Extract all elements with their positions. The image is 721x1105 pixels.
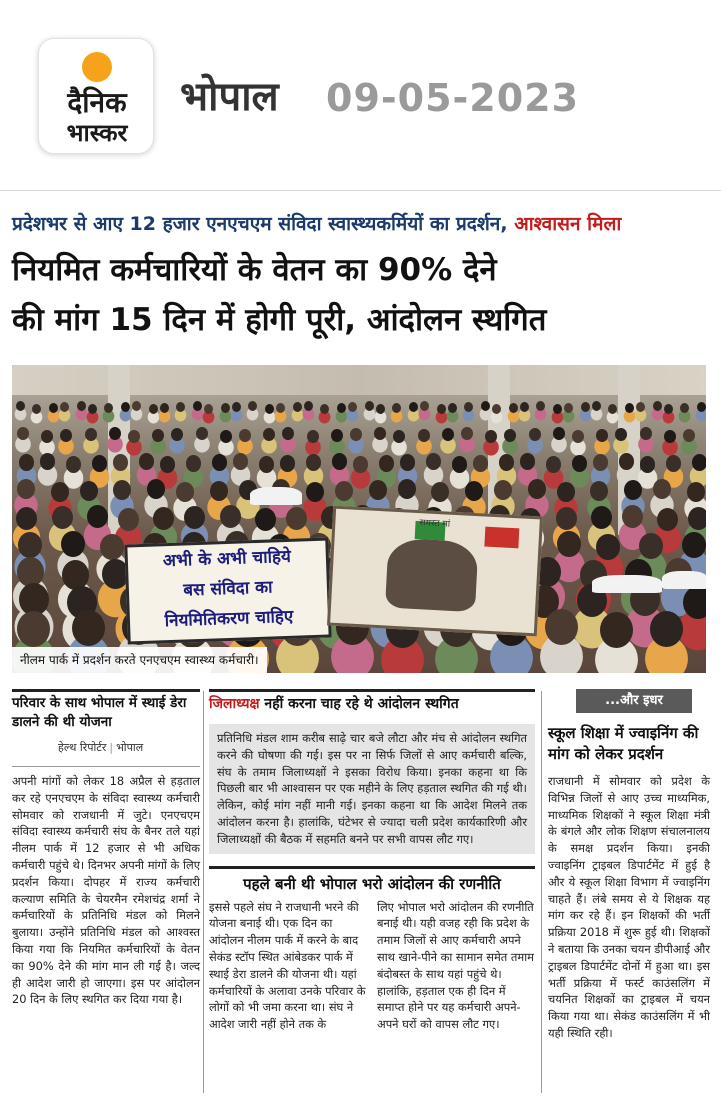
raised-fists-drawing	[385, 538, 479, 613]
crowd-person	[259, 456, 274, 473]
app-header	[0, 0, 721, 190]
crowd-person	[61, 531, 85, 557]
crowd-person	[636, 402, 645, 412]
headline-line1: नियमित कर्मचारियों के वेतन का 90% देने	[12, 252, 497, 288]
crowd-person	[176, 402, 185, 412]
crowd-person	[379, 455, 394, 472]
crowd-person	[186, 455, 201, 472]
right-subheadline: स्कूल शिक्षा में ज्वाइनिंग की मांग को लेकर प्रदर्शन	[548, 724, 699, 763]
crowd-person	[139, 453, 154, 470]
crowd-person	[320, 404, 329, 414]
crowd-person	[88, 404, 97, 414]
sun-icon	[82, 52, 112, 82]
crowd-person	[553, 404, 562, 414]
crowd-person	[680, 403, 689, 413]
middle-subheadline	[209, 689, 535, 714]
placard-line1: अभी के अभी चाहिये	[162, 546, 292, 572]
crowd-person	[128, 430, 140, 443]
crowd-person	[152, 429, 164, 442]
crowd-person	[650, 611, 683, 647]
protest-placard-text	[124, 537, 331, 644]
edition-city: भोपाल	[180, 74, 279, 120]
byline	[58, 740, 200, 756]
crowd-person	[398, 479, 416, 499]
crowd-person	[239, 429, 251, 442]
crowd-person	[77, 401, 86, 411]
para-left: इससे पहले संघ ने राजधानी भरने की योजना बनाई थी। एक दिन का आंदोलन नीलम पार्क में करने के बाद सेकंड स्टॉप स्थित आंबेडकर पार्क में स्थाई डेरा डालने की योजना थी। यहां कर्मचारियों के अलावा उनके परिवार के लोगों को भी जमा करना था। संघ ने आदेश जारी नहीं होने तक के	[209, 899, 366, 1032]
crowd-person	[121, 402, 130, 412]
crowd-person	[353, 456, 368, 473]
middle-subheadline-red: जिलाध्यक्ष	[209, 696, 260, 712]
column-divider	[203, 691, 204, 1093]
byline-place: भोपाल	[116, 741, 144, 754]
crowd-person	[348, 402, 357, 412]
crowd-person	[431, 482, 449, 502]
crowd-person	[520, 453, 535, 470]
article-kicker	[12, 211, 712, 237]
edition-date: 09-05-2023	[326, 76, 580, 120]
crowd-person	[499, 454, 514, 471]
para-right: लिए भोपाल भरो आंदोलन की रणनीति बनाई थी। यही वजह रही कि प्रदेश के तमाम जिलों से आए कर्मचारी अपने साथ खाने-पीने का सामान समेत तमाम बंदोबस्त के साथ यहां पहुंचे थे। हालांकि, हड़ताल एक ही दिन में समाप्त होने पर यह कर्मचारी अपने-अपने घरों को वापस लौट गए।	[377, 899, 534, 1032]
crowd-person	[557, 531, 581, 557]
crowd-person	[100, 534, 124, 560]
crowd-person	[335, 481, 353, 501]
crowd-person	[624, 480, 642, 500]
left-subheadline: परिवार के साथ भोपाल में स्थाई डेरा डालने की थी योजना	[12, 689, 200, 732]
crowd-person	[350, 428, 362, 441]
crowd-person	[473, 455, 488, 472]
right-column	[548, 689, 710, 1042]
crowd-person	[664, 430, 676, 443]
crowd-person	[233, 453, 248, 470]
crowd-person	[461, 427, 473, 440]
crowd-person	[509, 403, 518, 413]
crowd-person	[17, 611, 50, 647]
crowd-person	[640, 427, 652, 440]
middle-column	[209, 689, 535, 1033]
crowd-person	[337, 403, 346, 413]
white-cap	[662, 571, 706, 589]
crowd-person	[16, 507, 37, 530]
crowd-person	[400, 454, 415, 471]
crowd-person	[374, 427, 386, 440]
crowd-person	[608, 404, 617, 414]
crowd-person	[193, 401, 202, 411]
crowd-person	[687, 482, 705, 502]
crowd-person	[160, 403, 169, 413]
crowd-person	[49, 403, 58, 413]
crowd-person	[306, 482, 324, 502]
crowd-person	[600, 612, 633, 648]
crowd-person	[553, 427, 565, 440]
crowd-person	[392, 403, 401, 413]
crowd-person	[19, 454, 34, 471]
logo-text-line2: भास्कर	[66, 119, 128, 147]
section-tag: ...और इधर	[576, 689, 692, 713]
crowd-person	[221, 403, 230, 413]
placard-small-text: समस्त मां	[419, 518, 451, 530]
crowd-person	[220, 505, 241, 528]
crowd-person	[204, 404, 213, 414]
middle-subheadline-rest: नहीं करना चाह रहे थे आंदोलन स्थगित	[259, 696, 459, 712]
crowd-person	[664, 404, 673, 414]
crowd-person	[263, 428, 275, 441]
crowd-person	[622, 505, 643, 528]
crowd-person	[666, 455, 681, 472]
crowd-person	[66, 456, 81, 473]
crowd-person	[304, 401, 313, 411]
crowd-person	[280, 455, 295, 472]
middle-subheadline2: पहले बनी थी भोपाल भरो आंदोलन की रणनीति	[209, 866, 535, 895]
crowd-person	[85, 428, 97, 441]
crowd-person	[657, 508, 678, 531]
left-body-text: अपनी मांगों को लेकर 18 अप्रैल से हड़ताल कर रहे एनएचएम के संविदा स्वास्थ्य कर्मचारी सोमवार को राजधानी में जुटे। एनएचएम संविदा स्वास्थ्य कर्मचारी संघ के बैनर तले यहां नीलम पार्क में 12 हजार से भी अधिक कर्मचारी पहुंचे थे। दिनभर अपनी मांगों के लिए प्रदर्शन किया। दोपहर में राज्य कर्मचारी कल्याण समिति के चेयरमैन रमेशचंद्र शर्मा ने कर्मचारियों के प्रतिनिधि मंडल को मिलने बुलाया। उन्होंने प्रतिनिधि मंडल को आश्वस्त किया गया कि नियमित कर्मचारियों के वेतन का 90% देने की मांग मान ली गई है। जल्द ही आदेश जारी हो जाएगा। इस पर आंदोलन 20 दिन के लिए स्थगित कर दिया गया है।	[12, 766, 200, 1008]
crowd-person	[331, 429, 343, 442]
crowd-person	[640, 456, 655, 473]
crowd-person	[60, 402, 69, 412]
crowd-person	[52, 506, 73, 529]
crowd-person	[232, 402, 241, 412]
column-divider	[541, 691, 542, 1093]
crowd-person	[418, 429, 430, 442]
crowd-person	[437, 404, 446, 414]
crowd-person	[409, 402, 418, 412]
crowd-person	[590, 481, 608, 501]
crowd-person	[40, 453, 55, 470]
crowd-person	[688, 507, 706, 530]
crowd-person	[520, 402, 529, 412]
crowd-person	[41, 430, 53, 443]
kicker-text: प्रदेशभर से आए 12 हजार एनएचएम संविदा स्वास्थ्यकर्मियों का प्रदर्शन,	[12, 213, 508, 235]
headline-line2: की मांग 15 दिन में होगी पूरी, आंदोलन स्थगित	[12, 302, 547, 338]
white-cap	[250, 487, 302, 505]
crowd-person	[504, 429, 516, 442]
crowd-person	[171, 428, 183, 441]
crowd-person	[448, 403, 457, 413]
byline-separator: |	[109, 741, 114, 754]
white-cap	[592, 575, 662, 593]
crowd-person	[697, 402, 706, 412]
crowd-person	[72, 610, 105, 646]
crowd-person	[32, 404, 41, 414]
crowd-person	[62, 560, 89, 590]
crowd-person	[536, 401, 545, 411]
crowd-person	[393, 430, 405, 443]
crowd-person	[556, 507, 577, 530]
crowd-person	[184, 506, 205, 529]
highlight-box: प्रतिनिधि मंडल शाम करीब साढ़े चार बजे लौटा और मंच से आंदोलन स्थगित करने की घोषणा की गई। इस पर ना सिर्फ जिलों से आए कर्मचारी बल्कि, संघ के तमाम जिलाध्यक्षों ने इसका विरोध किया। इनका कहना था कि पिछली बार भी आश्वासन पर एक महीने के लिए हड़ताल स्थगित की गई थी। लेकिन, कोई मांग नहीं मानी गई। इनका कहना था कि आदेश मिलने तक आंदोलन करना है। हालांकि, घंटेभर से ज्यादा चली प्रदेश कार्यकारिणी और जिलाध्यक्षों की बैठक में सहमति बनने पर सभी वापस लौट गए।	[209, 724, 535, 854]
crowd-person	[276, 403, 285, 413]
crowd-person	[442, 428, 454, 441]
crowd-person	[18, 532, 42, 558]
dainik-bhaskar-logo[interactable]	[38, 38, 154, 154]
crowd-person	[60, 429, 72, 442]
crowd-person	[369, 480, 387, 500]
crowd-person	[87, 505, 108, 528]
crowd-person	[17, 427, 29, 440]
crowd-person	[692, 454, 706, 471]
crowd-person	[376, 404, 385, 414]
crowd-person	[682, 532, 706, 558]
crowd-person	[465, 481, 483, 501]
kicker-red-text: आश्वासन मिला	[514, 213, 622, 235]
crowd-person	[683, 429, 695, 442]
crowd-person	[420, 401, 429, 411]
crowd-person	[591, 506, 612, 529]
crowd-person	[572, 455, 587, 472]
crowd-person	[581, 402, 590, 412]
crowd-person	[332, 453, 347, 470]
photo-caption: नीलम पार्क में प्रदर्शन करते एनएचएम स्वास्थ्य कर्मचारी।	[12, 647, 267, 673]
crowd-person	[306, 454, 321, 471]
protest-photo[interactable]	[12, 365, 706, 673]
crowd-person	[92, 455, 107, 472]
crowd-person	[619, 453, 634, 470]
crowd-person	[546, 456, 561, 473]
protest-placard-fists	[327, 506, 543, 637]
crowd-person	[51, 482, 69, 502]
crowd-person	[464, 402, 473, 412]
crowd-person	[653, 401, 662, 411]
crowd-person	[282, 427, 294, 440]
byline-reporter: हेल्थ रिपोर्टर	[58, 741, 107, 754]
crowd-person	[149, 404, 158, 414]
crowd-person	[210, 481, 228, 501]
crowd-person	[365, 401, 374, 411]
crowd-person	[286, 507, 307, 530]
crowd-person	[160, 456, 175, 473]
newspaper-clipping	[0, 190, 721, 1105]
crowd-person	[593, 454, 608, 471]
crowd-person	[16, 401, 25, 411]
crowd-person	[255, 508, 276, 531]
placard-line2: बस संविदा का	[182, 577, 273, 601]
crowd-person	[639, 533, 663, 559]
crowd-person	[196, 427, 208, 440]
crowd-person	[220, 430, 232, 443]
crowd-person	[293, 402, 302, 412]
right-body-text: राजधानी में सोमवार को प्रदेश के विभिन्न जिलों से आए उच्च माध्यमिक, माध्यमिक शिक्षकों ने स्कूल शिक्षा मंत्री के बंगले और लोक शिक्षण संचालनालय के समक्ष प्रदर्शन किया। इनकी ज्वाइनिंग ट्राइबल डिपार्टमेंट में हुई है और ये स्कूल शिक्षा विभाग में ज्वाइनिंग चाहते हैं। लंबे समय से ये शिक्षक यह मांग कर रहे हैं। इन शिक्षकों की भर्ती प्रक्रिया 2018 में शुरू हुई थी। शिक्षकों ने बताया कि उनका चयन डीपीआई और ट्राइबल डिपार्टमेंट दोनों में हुआ था। इस भर्ती प्रक्रिया में फर्स्ट काउंसलिंग में चयनित शिक्षकों का ट्राइबल में चयन किया गया था। सेकंड काउंसलिंग में भी यही स्थिति रही।	[548, 774, 710, 1040]
crowd-person	[176, 482, 194, 502]
logo-text-line1: दैनिक	[67, 86, 127, 119]
crowd-person	[132, 401, 141, 411]
crowd-person	[118, 508, 139, 531]
crowd-person	[653, 479, 671, 499]
crowd-person	[564, 403, 573, 413]
crowd-person	[212, 454, 227, 471]
crowd-person	[80, 481, 98, 501]
crowd-person	[596, 534, 620, 560]
crowd-person	[248, 401, 257, 411]
crowd-person	[17, 479, 35, 499]
crowd-person	[625, 403, 634, 413]
left-column	[12, 689, 200, 1008]
crowd-person	[481, 401, 490, 411]
crowd-person	[113, 454, 128, 471]
crowd-person	[683, 586, 706, 619]
crowd-person	[265, 404, 274, 414]
crowd-person	[452, 456, 467, 473]
crowd-person	[528, 479, 546, 499]
crowd-person	[529, 428, 541, 441]
crowd-person	[592, 401, 601, 411]
two-column-text	[209, 899, 535, 1033]
red-flag	[484, 527, 519, 549]
crowd-person	[426, 453, 441, 470]
placard-line3: नियमितिकरण चाहिए	[164, 606, 294, 632]
crowd-person	[153, 507, 174, 530]
crowd-person	[545, 609, 578, 645]
crowd-person	[109, 427, 121, 440]
crowd-person	[557, 482, 575, 502]
crowd-person	[596, 429, 608, 442]
crowd-person	[307, 430, 319, 443]
crowd-person	[147, 479, 165, 499]
crowd-person	[494, 480, 512, 500]
crowd-person	[572, 430, 584, 443]
